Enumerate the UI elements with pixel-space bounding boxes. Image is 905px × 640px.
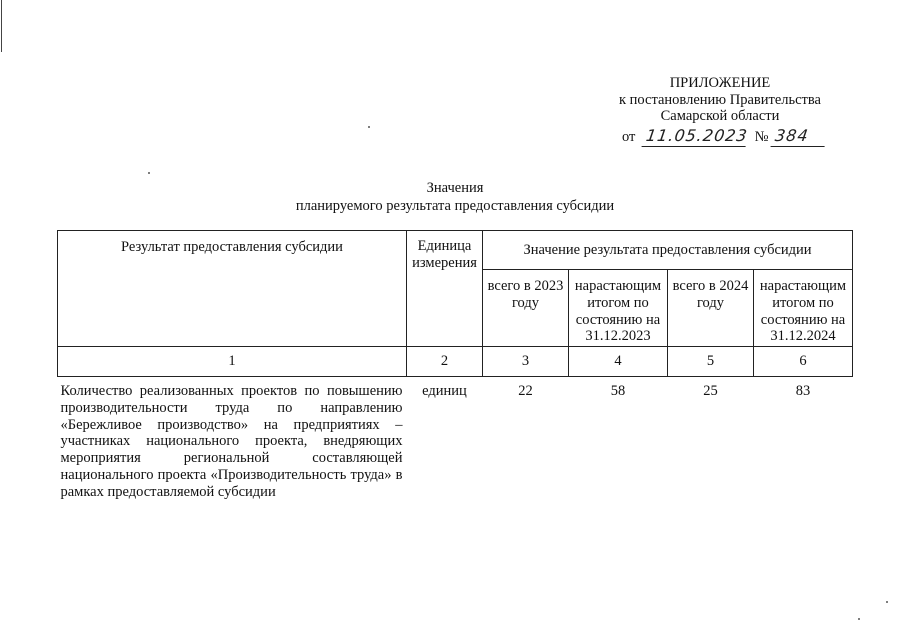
title-line-2: планируемого результата предоставления субсидии bbox=[295, 197, 615, 214]
decree-date-number bbox=[622, 126, 832, 147]
title-line-1: Значения bbox=[426, 180, 484, 196]
column-number: 4 bbox=[569, 347, 668, 377]
row-2023-cumulative: 58 bbox=[610, 383, 626, 399]
page-edge-rule bbox=[1, 0, 2, 52]
header-2023-cumulative: нарастающим итогом по состоянию на 31.12.2023 bbox=[569, 270, 668, 347]
header-unit: Единица измерения bbox=[407, 231, 483, 347]
appendix-heading: ПРИЛОЖЕНИЕ bbox=[669, 75, 771, 91]
column-number: 1 bbox=[58, 347, 407, 377]
header-2024-cumulative: нарастающим итогом по состоянию на 31.12.2024 bbox=[754, 270, 853, 347]
handwritten-date: 11.05.2023 bbox=[642, 126, 749, 147]
header-2024-total: всего в 2024 году bbox=[668, 270, 754, 347]
handwritten-number: 384 bbox=[771, 126, 828, 147]
table-row bbox=[58, 377, 853, 501]
column-number: 3 bbox=[483, 347, 569, 377]
scan-speck bbox=[886, 601, 888, 603]
header-result: Результат предоставления субсидии bbox=[58, 231, 407, 347]
date-prefix: от bbox=[622, 129, 636, 145]
header-2023-total: всего в 2023 году bbox=[483, 270, 569, 347]
row-result-description: Количество реализованных проектов по повышению производительности труда по направлению «Бережливое производство» на предприятиях – участниках национального проекта, внедряющих мероприятия региональной составляющей национального проекта «Производительность труда» в рамках предоставляемой субсидии bbox=[60, 383, 403, 500]
scan-speck bbox=[858, 618, 860, 620]
scan-speck bbox=[368, 126, 370, 128]
appendix-block bbox=[600, 75, 840, 125]
row-2024-cumulative: 83 bbox=[795, 383, 811, 399]
document-title bbox=[250, 180, 660, 215]
row-unit: единиц bbox=[422, 383, 467, 399]
row-2024-total: 25 bbox=[703, 383, 718, 399]
appendix-line-2: Самарской области bbox=[660, 108, 780, 124]
row-2023-total: 22 bbox=[518, 383, 533, 399]
results-table bbox=[57, 230, 853, 501]
appendix-line-1: к постановлению Правительства bbox=[619, 91, 821, 108]
number-prefix: № bbox=[754, 129, 769, 145]
column-number-row bbox=[58, 347, 853, 377]
column-number: 2 bbox=[407, 347, 483, 377]
column-number: 5 bbox=[668, 347, 754, 377]
header-value-group: Значение результата предоставления субсидии bbox=[483, 231, 853, 270]
column-number: 6 bbox=[754, 347, 853, 377]
scan-speck bbox=[148, 172, 150, 174]
